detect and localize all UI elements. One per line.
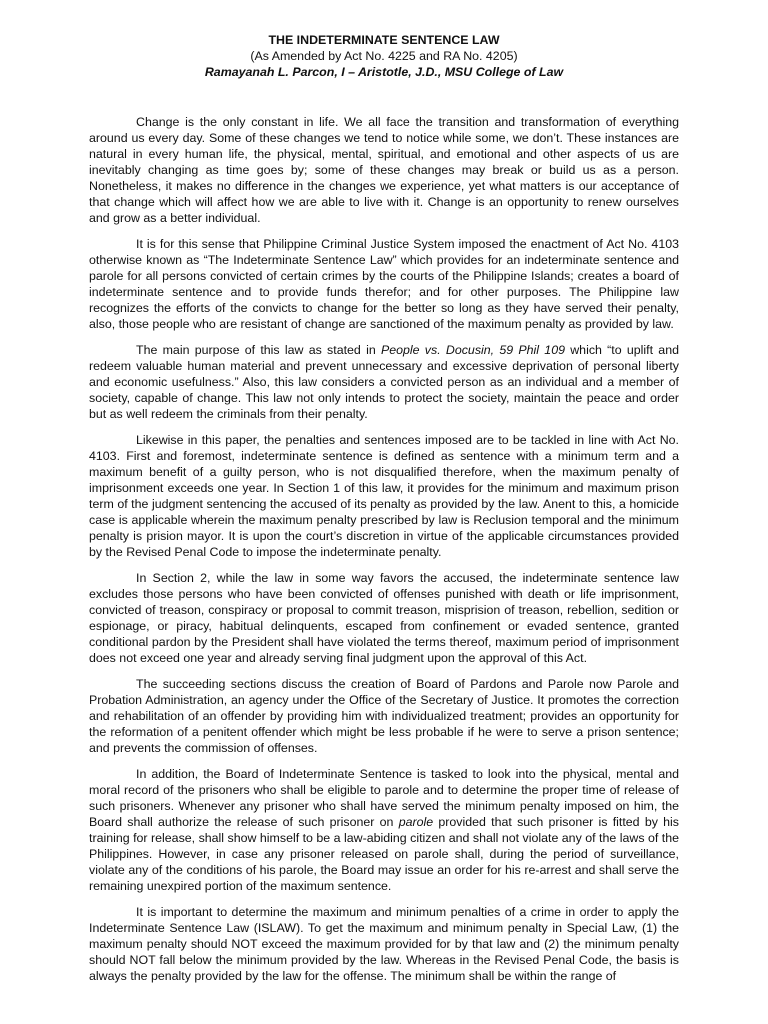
case-citation: People vs. Docusin, 59 Phil 109: [380, 343, 565, 357]
paragraph-3: [89, 342, 679, 422]
paragraph-7-rest: provided that such prisoner is fitted by his training for release, shall show himself to be a law-abiding citizen and shall not violate any of the laws of the Philippines. However, in case any prisoner released on parole shall, during the period of surveillance, violate any of the conditions of his parole, the Board may issue an order for his re-arrest and shall serve the remaining unexpired portion of the maximum sentence.: [89, 815, 680, 893]
document-subtitle: (As Amended by Act No. 4225 and RA No. 4205): [250, 49, 518, 63]
paragraph-3-rest: which “to uplift and redeem valuable human material and prevent unnecessary and excessive deprivation of personal liberty and economic usefulness.” Also, this law considers a convicted person as an individual and a member of society, capable of change. This law not only intends to protect the society, maintain the peace and order but as well redeem the criminals from their penalty.: [89, 343, 679, 421]
paragraph-6: The succeeding sections discuss the creation of Board of Pardons and Parole now Parole and Probation Administration, an agency under the Office of the Secretary of Justice. It promotes the correction and rehabilitation of an offender by providing him with individualized treatment; provides an opportunity for the reformation of a penitent offender which might be less probable if he were to serve a prison sentence; and prevents the commission of offenses.: [89, 677, 679, 755]
paragraph-1: Change is the only constant in life. We all face the transition and transformation of everything around us every day. Some of these changes we tend to notice while some, we don’t. These instances are natural in every human life, the physical, mental, spiritual, and emotional and other aspects of us are inevitably changing as time goes by; some of these changes may break or build us as a person. Nonetheless, it makes no difference in the changes we experience, yet what matters is our acceptance of that change which will affect how we are able to live with it. Change is an opportunity to renew ourselves and grow as a better individual.: [89, 115, 679, 225]
document-body: [89, 114, 679, 984]
document-title: THE INDETERMINATE SENTENCE LAW: [268, 33, 500, 47]
document-author: Ramayanah L. Parcon, I – Aristotle, J.D., MSU College of Law: [204, 65, 564, 79]
paragraph-5: In Section 2, while the law in some way favors the accused, the indeterminate sentence law excludes those persons who have been convicted of offenses punished with death or life imprisonment, convicted of treason, conspiracy or proposal to commit treason, misprision of treason, rebellion, sedition or espionage, or piracy, habitual delinquents, escaped from confinement or evaded sentence, granted conditional pardon by the President shall have violated the terms thereof, maximum period of imprisonment does not exceed one year and already serving final judgment upon the approval of this Act.: [89, 571, 679, 665]
paragraph-7-lead: In addition, the Board of Indeterminate Sentence is tasked to look into the physical, mental and moral record of the prisoners who shall be eligible to parole and to determine the proper time of release of such prisoners. Whenever any prisoner who shall have served the minimum penalty imposed on him, the Board shall authorize the release of such prisoner on: [89, 767, 679, 829]
paragraph-3-lead: The main purpose of this law as stated in: [136, 343, 381, 357]
paragraph-7: [89, 766, 679, 894]
paragraph-4: Likewise in this paper, the penalties and sentences imposed are to be tackled in line with Act No. 4103. First and foremost, indeterminate sentence is defined as sentence with a minimum term and a maximum benefit of a guilty person, who is not disqualified therefore, when the maximum penalty of imprisonment exceeds one year. In Section 1 of this law, it provides for the minimum and maximum prison term of the judgment sentencing the accused of its penalty as provided by the law. Anent to this, a homicide case is applicable wherein the maximum penalty prescribed by law is Reclusion temporal and the minimum penalty is prision mayor. It is upon the court’s discretion in virtue of the applicable circumstances provided by the Revised Penal Code to impose the indeterminate penalty.: [89, 433, 679, 559]
paragraph-8: It is important to determine the maximum and minimum penalties of a crime in order to apply the Indeterminate Sentence Law (ISLAW). To get the maximum and minimum penalty in Special Law, (1) the maximum penalty should NOT exceed the maximum provided for by that law and (2) the minimum penalty should NOT fall below the minimum provided by the law. Whereas in the Revised Penal Code, the basis is always the penalty provided by the law for the offense. The minimum shall be within the range of: [89, 905, 679, 983]
parole-term: parole: [398, 815, 434, 829]
paragraph-2: It is for this sense that Philippine Criminal Justice System imposed the enactment of Act No. 4103 otherwise known as “The Indeterminate Sentence Law” which provides for an indeterminate sentence and parole for all persons convicted of certain crimes by the courts of the Philippine Islands; creates a board of indeterminate sentence and to provide funds therefor; and for other purposes. The Philippine law recognizes the efforts of the convicts to change for the better so long as they have served their penalty, also, those people who are resistant of change are sanctioned of the maximum penalty as provided by law.: [89, 237, 679, 331]
document-header: [89, 32, 679, 80]
